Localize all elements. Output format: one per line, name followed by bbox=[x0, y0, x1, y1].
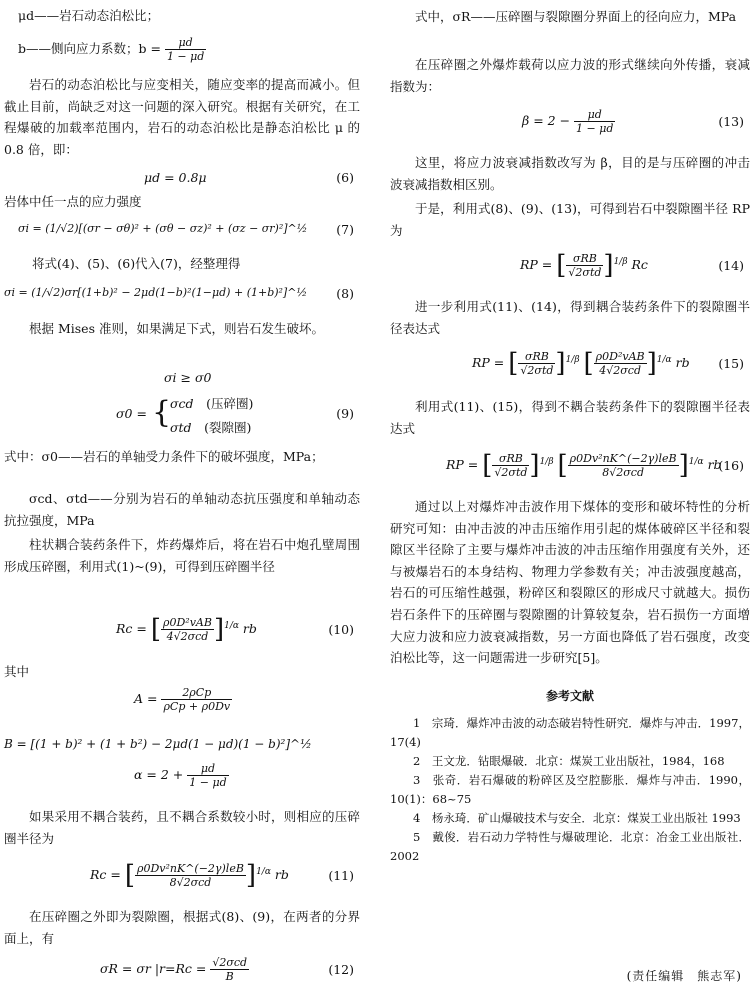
equation-16-fraction-2 bbox=[568, 452, 679, 479]
equation-11 bbox=[4, 856, 360, 896]
equation-16-f2-denominator: 8√2σcd bbox=[602, 466, 644, 479]
equation-14-number: (14) bbox=[718, 258, 744, 273]
equation-12-fraction bbox=[210, 956, 249, 983]
equation-15-f1-numerator: σRB bbox=[518, 350, 555, 364]
equation-9-case2-label: (裂隙圈) bbox=[204, 420, 252, 435]
equation-11-number: (11) bbox=[328, 868, 354, 883]
equation-9-number: (9) bbox=[336, 406, 354, 421]
equation-15-fraction-1 bbox=[518, 350, 555, 377]
equation-9-case1-label: (压碎圈) bbox=[206, 396, 254, 411]
equation-14-lhs: RP = bbox=[520, 257, 553, 272]
equation-A-fraction bbox=[161, 686, 232, 713]
paragraph-poisson-ratio: 岩石的动态泊松比与应变相关，随应变率的提高而减小。但截止目前，尚缺乏对这一问题的深入研究。根据有关研究，在工程爆破的加载率范围内，岩石的动态泊松比是静态泊松比 μ 的 0.8 倍，即： bbox=[4, 77, 360, 157]
fraction-b bbox=[165, 36, 206, 63]
equation-13-fraction bbox=[574, 108, 615, 135]
equation-9-brace: { bbox=[152, 395, 172, 430]
definition-sigmacd: σcd、σtd——分别为岩石的单轴动态抗压强度和单轴动态抗拉强度，MPa bbox=[4, 491, 360, 528]
paragraph-coupled-charge: 柱状耦合装药条件下，炸药爆炸后，将在岩石中炮孔壁周围形成压碎圈，利用式(1)~(9)，可得到压碎圈半径 bbox=[4, 537, 360, 574]
paragraph-conclusion: 通过以上对爆炸冲击波作用下煤体的变形和破坏特性的分析研究可知：由冲击波的冲击压缩作用引起的煤体破碎区半径和裂隙区半径除了主要与爆炸冲击波的冲击压缩作用强度有关外，还与被爆岩石的本身结构、物理力学参数有关；冲击波强度越高，岩石的可压缩性越强，粉碎区和裂隙区的形成尺寸就越大。损伤岩石条件下的压碎圈与裂隙圈的计算较复杂，岩石损伤一方面增大应力波和应力波衰减指数，另一方面也降低了岩石强度，改变泊松比等，这一问题需进一步研究[5]。 bbox=[390, 499, 750, 666]
equation-9-inequality: σi ≥ σ0 bbox=[164, 370, 212, 385]
equation-16-exponent-1: 1/β bbox=[539, 456, 554, 467]
equation-alpha-lhs: α = 2 + bbox=[134, 767, 184, 782]
equation-10-tail: rb bbox=[242, 621, 257, 636]
equation-16-f1-denominator: √2σtd bbox=[494, 466, 528, 479]
equation-8-body: σi = (1/√2)σr[(1+b)² − 2μd(1−b)²(1−μd) + (1+b)²]^½ bbox=[4, 286, 308, 299]
paragraph-fracture-zone: 在压碎圈之外即为裂隙圈，根据式(8)、(9)，在两者的分界面上，有 bbox=[4, 909, 360, 946]
fraction-b-denominator: 1 − μd bbox=[166, 50, 205, 63]
equation-10-fraction bbox=[161, 616, 214, 643]
equation-15-number: (15) bbox=[718, 356, 744, 371]
paragraph-beta: 这里，将应力波衰减指数改写为 β，目的是与压碎圈的冲击波衰减指数相区别。 bbox=[390, 155, 750, 192]
equation-alpha-fraction bbox=[187, 762, 228, 789]
paragraph-substitute: 将式(4)、(5)、(6)代入(7)，经整理得 bbox=[32, 256, 241, 271]
paragraph-attenuation: 在压碎圈之外爆炸载荷以应力波的形式继续向外传播，衰减指数为： bbox=[390, 57, 750, 94]
equation-16-body: RP = [ $\frac{\text{σRB}}{\text{√2σtd}}$ ]$^{1/\beta}$ [ $\frac{\text{ρ0Dv²nK\textasciicircum{}(−2γ)leB}}{\text{8√2σcd}}$ ]$^{1/\alpha}$ rb bbox=[446, 450, 722, 481]
reference-item: 4 杨永琦．矿山爆破技术与安全．北京：煤炭工业出版社 1993 bbox=[413, 811, 741, 825]
equation-11-fraction bbox=[135, 862, 246, 889]
equation-12-lhs: σR = σr |r=Rc = bbox=[100, 961, 207, 976]
equation-8-number: (8) bbox=[336, 286, 354, 301]
equation-12-body bbox=[100, 956, 249, 983]
reference-item: 2 王文龙．钻眼爆破．北京：煤炭工业出版社，1984，168 bbox=[413, 754, 725, 768]
equation-11-denominator: 8√2σcd bbox=[169, 876, 212, 889]
equation-15-tail: rb bbox=[675, 355, 690, 370]
equation-11-numerator: ρ0Dv²nK^(−2γ)leB bbox=[137, 862, 244, 875]
equation-16-tail: rb bbox=[707, 457, 722, 472]
equation-15-body: RP = [ $\frac{\text{σRB}}{\text{√2σtd}}$ ]$^{1/\beta}$ [ $\frac{\text{ρ0D²vAB}}{\text{4√2σcd}}$ ]$^{1/\alpha}$ rb bbox=[472, 348, 690, 379]
equation-11-lhs: Rc = bbox=[90, 867, 121, 882]
paragraph-fracture-radius: 于是，利用式(8)、(9)、(13)，可得到岩石中裂隙圈半径 RP 为 bbox=[390, 201, 750, 238]
paragraph-decoupled-charge: 如果采用不耦合装药，且不耦合系数较小时，则相应的压碎圈半径为 bbox=[4, 809, 360, 846]
equation-16-exponent-2: 1/α bbox=[688, 456, 704, 467]
equation-14-tail: Rc bbox=[631, 257, 648, 272]
equation-A-numerator: 2ρCp bbox=[161, 686, 232, 700]
equation-13-lhs: β = 2 − bbox=[522, 113, 571, 128]
equation-16-lhs: RP = bbox=[446, 457, 479, 472]
equation-16-f1-numerator: σRB bbox=[492, 452, 529, 466]
equation-9-case1-symbol: σcd bbox=[170, 396, 194, 411]
equation-9-case-crushed bbox=[170, 394, 253, 412]
equation-10-lhs: Rc = bbox=[116, 621, 147, 636]
equation-14-denominator: √2σtd bbox=[568, 266, 602, 279]
equation-14-fraction bbox=[566, 252, 603, 279]
equation-11-exponent: 1/α bbox=[256, 866, 271, 877]
equation-16-fraction-1 bbox=[492, 452, 529, 479]
equation-alpha-numerator: μd bbox=[187, 762, 228, 776]
equation-alpha-body bbox=[134, 762, 229, 789]
references-heading: 参考文献 bbox=[545, 689, 594, 703]
responsible-editor: (责任编辑 熊志军) bbox=[626, 969, 742, 983]
equation-alpha-denominator: 1 − μd bbox=[189, 776, 227, 789]
equation-15-f1-denominator: √2σtd bbox=[520, 364, 554, 377]
equation-15-f2-numerator: ρ0D²vAB bbox=[595, 350, 645, 363]
equation-10-body: Rc = [ $\frac{\text{ρ0D²vAB}}{\text{4√2σcd}}$ ]$^{1/\alpha}$ rb bbox=[116, 614, 257, 645]
equation-16 bbox=[390, 446, 750, 486]
equation-7-number: (7) bbox=[336, 222, 354, 237]
equation-13-denominator: 1 − μd bbox=[576, 122, 614, 135]
equation-10-number: (10) bbox=[328, 622, 354, 637]
equation-13-body bbox=[522, 108, 615, 135]
label-where: 其中 bbox=[4, 664, 30, 679]
equation-10-exponent: 1/α bbox=[224, 620, 239, 631]
equation-16-f2-numerator: ρ0Dv²nK^(−2γ)leB bbox=[569, 452, 677, 465]
equation-A-denominator: ρCp + ρ0Dv bbox=[163, 700, 231, 713]
equation-15-lhs: RP = bbox=[472, 355, 505, 370]
equation-12 bbox=[4, 952, 360, 992]
equation-13 bbox=[390, 104, 750, 144]
equation-B: B = [(1 + b)² + (1 + b²) − 2μd(1 − μd)(1 − b)²]^½ bbox=[4, 737, 312, 751]
equation-9 bbox=[4, 392, 360, 442]
equation-6-number: (6) bbox=[336, 170, 354, 185]
equation-14-body: RP = [ $\frac{\text{σRB}}{\text{√2σtd}}$ ]$^{1/\beta}$ Rc bbox=[520, 250, 648, 281]
paragraph-stress-intensity: 岩体中任一点的应力强度 bbox=[4, 194, 142, 209]
equation-13-numerator: μd bbox=[574, 108, 615, 122]
equation-A-lhs: A = bbox=[134, 691, 158, 706]
paragraph-coupled-fracture: 进一步利用式(11)、(14)，得到耦合装药条件下的裂隙圈半径表达式 bbox=[390, 299, 750, 336]
equation-7-body: σi = (1/√2)[(σr − σθ)² + (σθ − σz)² + (σz − σr)²]^½ bbox=[18, 222, 308, 235]
equation-12-denominator: B bbox=[225, 970, 234, 983]
paragraph-mises: 根据 Mises 准则，如果满足下式，则岩石发生破坏。 bbox=[29, 321, 324, 336]
definition-sigmaR: 式中，σR——压碎圈与裂隙圈分界面上的径向应力，MPa bbox=[415, 9, 737, 24]
equation-6-body: μd = 0.8μ bbox=[144, 170, 207, 185]
equation-alpha bbox=[4, 758, 360, 798]
paragraph-decoupled-fracture: 利用式(11)、(15)，得到不耦合装药条件下的裂隙圈半径表达式 bbox=[390, 399, 750, 436]
equation-15-exponent-1: 1/β bbox=[565, 354, 580, 365]
references-list bbox=[390, 714, 750, 866]
equation-15 bbox=[390, 344, 750, 384]
equation-14-exponent: 1/β bbox=[613, 256, 628, 267]
equation-10 bbox=[4, 610, 360, 650]
fraction-b-numerator: μd bbox=[165, 36, 206, 50]
equation-12-numerator: √2σcd bbox=[212, 956, 248, 969]
equation-A-body bbox=[134, 686, 232, 713]
equation-16-number: (16) bbox=[718, 458, 744, 473]
equation-A bbox=[4, 682, 360, 722]
equation-15-f2-denominator: 4√2σcd bbox=[599, 364, 641, 377]
equation-9-case2-symbol: σtd bbox=[170, 420, 192, 435]
definition-b bbox=[18, 36, 360, 63]
equation-11-body: Rc = [ $\frac{\text{ρ0Dv²nK\textasciicircum{}(−2γ)leB}}{\text{8√2σcd}}$ ]$^{1/\alpha}$ rb bbox=[90, 860, 289, 891]
equation-14 bbox=[390, 246, 750, 286]
reference-item: 1 宗琦．爆炸冲击波的动态破岩特性研究．爆炸与冲击．1997，17(4) bbox=[390, 716, 750, 749]
equation-9-lhs: σ0 = bbox=[116, 406, 147, 421]
equation-15-fraction-2 bbox=[594, 350, 647, 377]
equation-10-denominator: 4√2σcd bbox=[166, 630, 209, 643]
definition-b-text: b——侧向应力系数；b = bbox=[18, 41, 161, 56]
definition-sigma0: 式中：σ0——岩石的单轴受力条件下的破坏强度，MPa； bbox=[4, 449, 324, 464]
equation-14-numerator: σRB bbox=[566, 252, 603, 266]
equation-13-number: (13) bbox=[718, 114, 744, 129]
equation-15-exponent-2: 1/α bbox=[656, 354, 672, 365]
equation-9-case-fracture bbox=[170, 418, 251, 436]
reference-item: 5 戴俊．岩石动力学特性与爆破理论．北京：冶金工业出版社．2002 bbox=[390, 830, 750, 863]
definition-mu-d: μd——岩石动态泊松比； bbox=[18, 8, 160, 23]
reference-item: 3 张奇．岩石爆破的粉碎区及空腔膨胀．爆炸与冲击．1990，10(1)：68~75 bbox=[390, 773, 750, 806]
equation-10-numerator: ρ0D²vAB bbox=[163, 616, 212, 629]
equation-12-number: (12) bbox=[328, 962, 354, 977]
equation-11-tail: rb bbox=[274, 867, 289, 882]
